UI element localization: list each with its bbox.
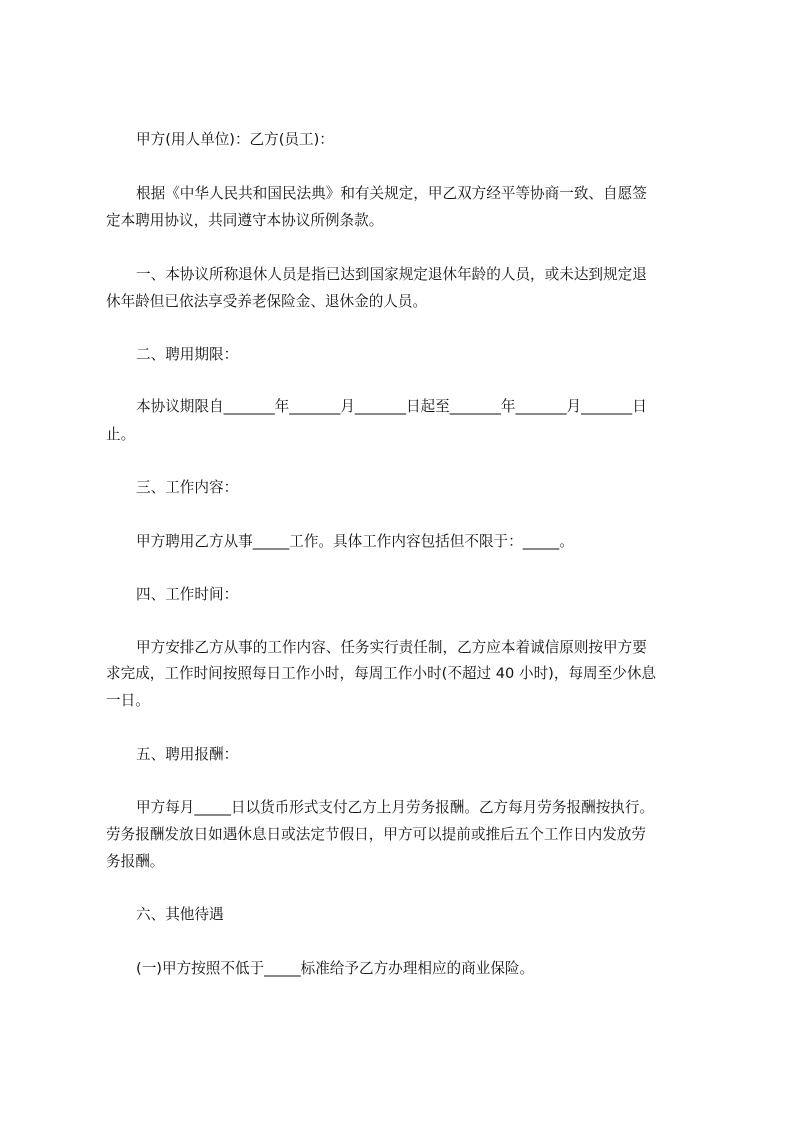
- clause5-body-line-2: 劳务报酬发放日如遇休息日或法定节假日，甲方可以提前或推后五个工作日内发放劳: [106, 826, 646, 843]
- clause5-body-line-3: 务报酬。: [106, 853, 165, 870]
- parties-line: 甲方(用人单位)：乙方(员工)：: [136, 131, 334, 148]
- clause4-body-line-3: 一日。: [106, 692, 150, 709]
- clause2-heading: 二、聘用期限：: [136, 346, 239, 363]
- clause4-body-line-2: 求完成，工作时间按照每日工作小时，每周工作小时(不超过 40 小时)，每周至少休息: [106, 665, 657, 682]
- preamble-line-1: 根据《中华人民共和国民法典》和有关规定，甲乙双方经平等协商一致、自愿签: [136, 185, 647, 202]
- clause6-item-1: (一)甲方按照不低于_____标准给予乙方办理相应的商业保险。: [136, 960, 535, 977]
- clause5-heading: 五、聘用报酬：: [136, 746, 239, 763]
- clause5-body-line-1: 甲方每月_____日以货币形式支付乙方上月劳务报酬。乙方每月劳务报酬按执行。: [136, 799, 655, 816]
- clause2-body-line-1: 本协议期限自_______年_______月_______日起至_______年_______月_______日: [136, 398, 647, 415]
- clause3-body: 甲方聘用乙方从事_____工作。具体工作内容包括但不限于：_____。: [136, 533, 574, 550]
- clause4-body-line-1: 甲方安排乙方从事的工作内容、任务实行责任制，乙方应本着诚信原则按甲方要: [136, 639, 647, 656]
- clause4-heading: 四、工作时间：: [136, 586, 239, 603]
- clause2-body-line-2: 止。: [106, 426, 136, 443]
- preamble-line-2: 定本聘用协议，共同遵守本协议所例条款。: [106, 212, 384, 229]
- clause1-line-2: 休年龄但已依法享受养老保险金、退休金的人员。: [106, 293, 428, 310]
- clause3-heading: 三、工作内容：: [136, 479, 239, 496]
- clause1-line-1: 一、本协议所称退休人员是指已达到国家规定退休年龄的人员，或未达到规定退: [136, 266, 647, 283]
- clause6-heading: 六、其他待遇: [136, 906, 224, 923]
